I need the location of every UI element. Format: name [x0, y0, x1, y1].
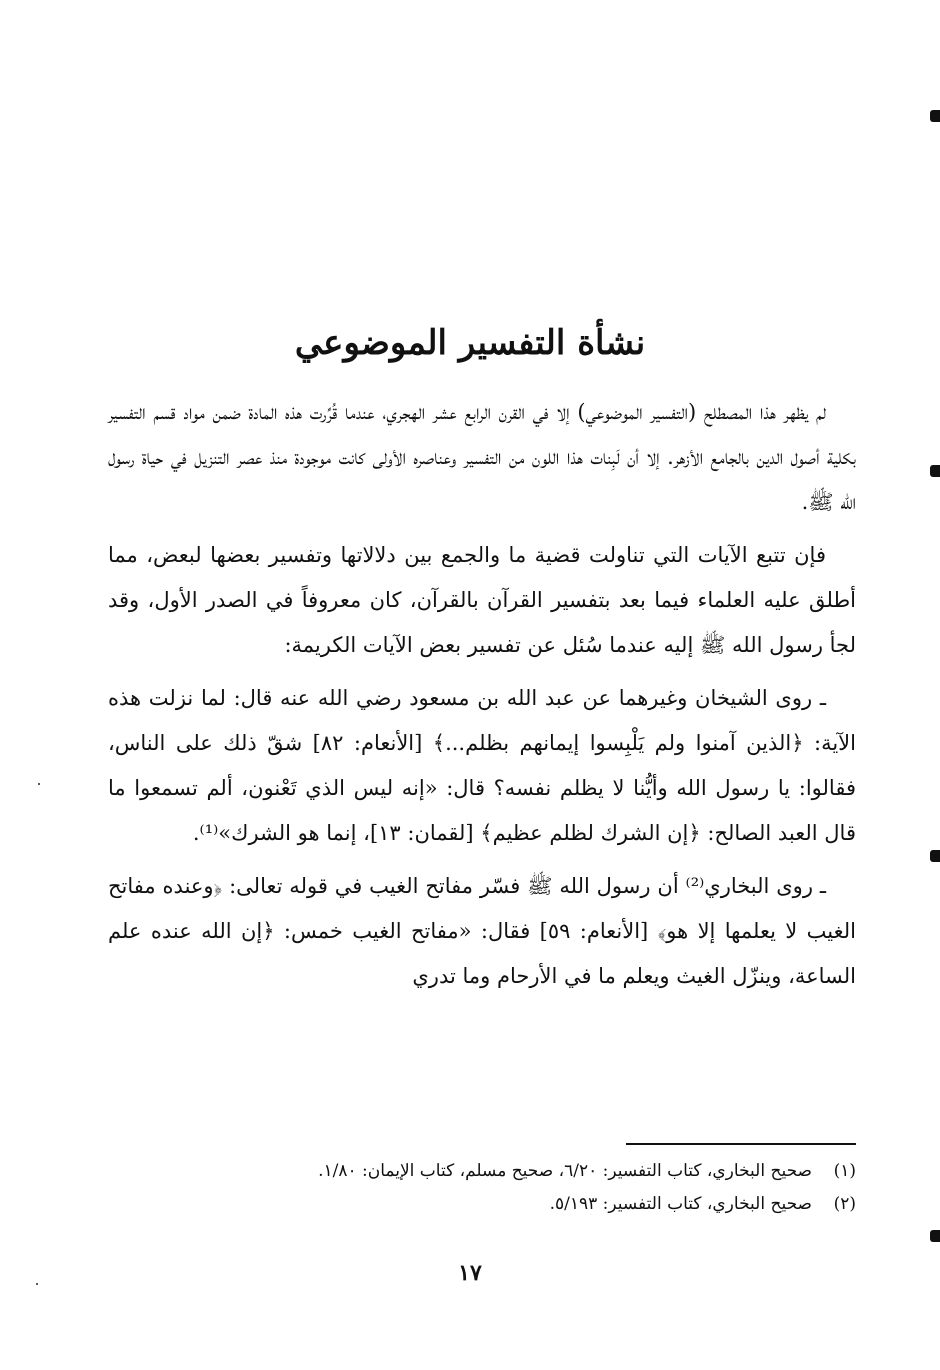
scan-edge-mark [930, 465, 940, 477]
footnote-text: صحيح البخاري، كتاب التفسير: ٦/٢٠، صحيح مسلم، كتاب الإيمان: ١/٨٠. [318, 1161, 812, 1181]
scan-edge-mark [930, 110, 940, 122]
scan-edge-mark [930, 1230, 940, 1242]
footnote-1 [108, 1155, 856, 1188]
footnote-2 [108, 1188, 856, 1221]
footnote-number: (٢) [833, 1194, 856, 1214]
paragraph-bukhari-hadith: ـ روى البخاري⁽²⁾ أن رسول الله ﷺ فسّر مفاتح الغيب في قوله تعالى: ﴿وعنده مفاتح الغيب لا يعلمها إلا هو﴾ [الأنعام: ٥٩] فقال: «مفاتح الغيب خمس: ﴿إن الله عنده علم الساعة، وينزّل الغيث ويعلم ما في الأرحام وما تدري [108, 874, 856, 988]
scan-speck [36, 1283, 38, 1285]
scan-edge-mark [930, 850, 940, 862]
paragraph-ibn-masud-hadith: ـ روى الشيخان وغيرهما عن عبد الله بن مسعود رضي الله عنه قال: لما نزلت هذه الآية: ﴿الذين آمنوا ولم يَلْبِسوا إيمانهم بظلم...﴾ [الأنعام: ٨٢] شقّ ذلك على الناس، فقالوا: يا رسول الله وأيُّنا لا يظلم نفسه؟ قال: «إنه ليس الذي تَعْنون، ألم تسمعوا ما قال العبد الصالح: ﴿إن الشرك لظلم عظيم﴾ [لقمان: ١٣]، إنما هو الشرك»⁽¹⁾. [108, 686, 856, 845]
footnote-separator [626, 1143, 856, 1145]
footnote-text: صحيح البخاري، كتاب التفسير: ٥/١٩٣. [549, 1194, 812, 1214]
scan-speck [38, 783, 40, 785]
page-title: نشأة التفسير الموضوعي [294, 323, 646, 363]
page-number: ١٧ [458, 1260, 482, 1286]
paragraph-quran-by-quran: فإن تتبع الآيات التي تناولت قضية ما والجمع بين دلالاتها وتفسير بعضها لبعض، مما أطلق عليه العلماء فيما بعد بتفسير القرآن بالقرآن، كان معروفاً في الصدر الأول، وقد لجأ رسول الله ﷺ إليه عندما سُئل عن تفسير بعض الآيات الكريمة: [108, 543, 856, 657]
body-text [108, 390, 856, 1007]
paragraph-origin: لم يظهر هذا المصطلح (التفسير الموضوعي) إلا في القرن الرابع عشر الهجري، عندما قُرِّرت هذه المادة ضمن مواد قسم التفسير بكلية أصول الدين بالجامع الأزهر. إلا أن لَبِنات هذا اللون من التفسير وعناصره الأولى كانت موجودة منذ عصر التنزيل في حياة رسول الله ﷺ. [108, 400, 856, 514]
footnotes [108, 1155, 856, 1221]
footnote-number: (١) [833, 1161, 856, 1181]
